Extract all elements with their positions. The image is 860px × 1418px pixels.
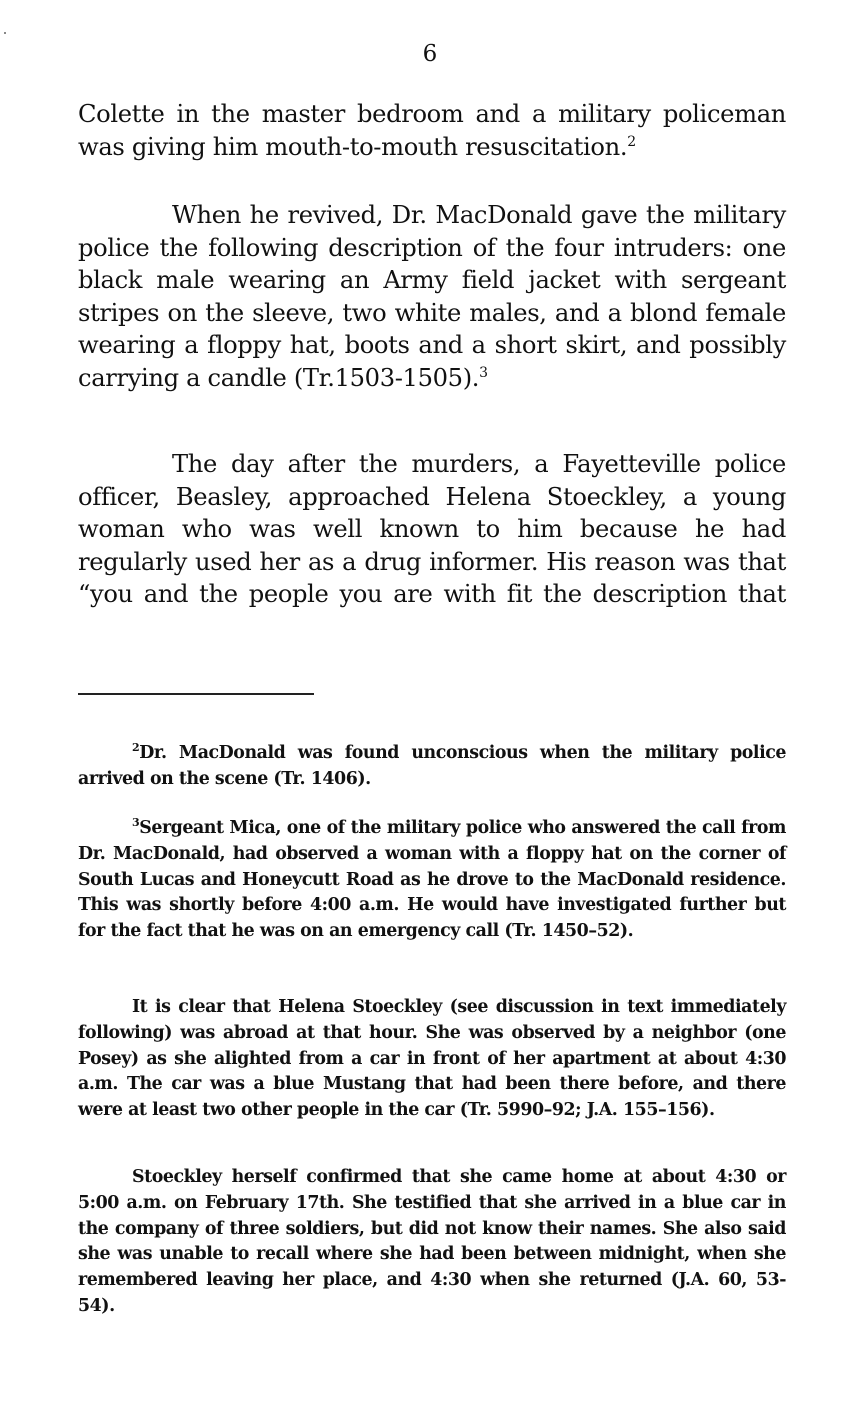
- footnote-3: [78, 816, 786, 945]
- scan-artifact-dot: [4, 32, 6, 34]
- footnote-3-text: Sergeant Mica, one of the military police who answered the call from Dr. MacDonald, had observed a woman with a floppy hat on the corner of South Lucas and Honeycutt Road as he drove to the MacDonald residence. This was shortly before 4:00 a.m. He would have investigated further but for the fact that he was on an emergency call (Tr. 1450–52).: [78, 818, 786, 942]
- main-text-para-2: [78, 199, 786, 395]
- footnote-3-continuation-1-text: It is clear that Helena Stoeckley (see discussion in text immediately following) was abroad at that hour. She was observed by a neighbor (one Posey) as she alighted from a car in front of her apartment at about 4:30 a.m. The car was a blue Mustang that had been there before, and there were at least two other people in the car (Tr. 5990–92; J.A. 155–156).: [78, 997, 786, 1121]
- footnote-ref-2[interactable]: 2: [627, 133, 636, 150]
- footnote-3-continuation-2: [78, 1165, 786, 1320]
- footnote-2-text: Dr. MacDonald was found unconscious when the military police arrived on the scene (Tr. 1406).: [78, 743, 786, 789]
- body-paragraph-1: [78, 98, 786, 163]
- footnote-3-continuation-2-text: Stoeckley herself confirmed that she came home at about 4:30 or 5:00 a.m. on February 17th. She testified that she arrived in a blue car in the company of three soldiers, but did not know their names. She also said she was unable to recall where she had been between midnight, when she remembered leaving her place, and 4:30 when she returned (J.A. 60, 53-54).: [78, 1167, 786, 1316]
- body-paragraph-3-text: The day after the murders, a Fayetteville police officer, Beasley, approached Helena Stoeckley, a young woman who was well known to him because he had regularly used her as a drug informer. His reason was that “you and the people you are with fit the description that: [78, 450, 786, 609]
- footnote-2-marker: 2: [132, 741, 140, 755]
- main-text-para-3: [78, 448, 786, 611]
- footnote-separator-rule: [78, 693, 314, 695]
- footnote-ref-3[interactable]: 3: [479, 364, 488, 381]
- footnote-2: [78, 741, 786, 793]
- body-paragraph-2-text: When he revived, Dr. MacDonald gave the military police the following description of the four intruders: one black male wearing an Army field jacket with sergeant stripes on the sleeve, two white males, and a blond female wearing a floppy hat, boots and a short skirt, and possibly carrying a candle (Tr.1503-1505).: [78, 201, 786, 392]
- page-number: 6: [422, 41, 438, 67]
- main-text: [78, 98, 786, 163]
- body-paragraph-3: [78, 448, 786, 611]
- footnote-3-marker: 3: [132, 816, 140, 830]
- body-paragraph-1-text: Colette in the master bedroom and a military policeman was giving him mouth-to-mouth resuscitation.: [78, 100, 786, 161]
- footnote-3-continuation-1: [78, 995, 786, 1124]
- body-paragraph-2: [78, 199, 786, 395]
